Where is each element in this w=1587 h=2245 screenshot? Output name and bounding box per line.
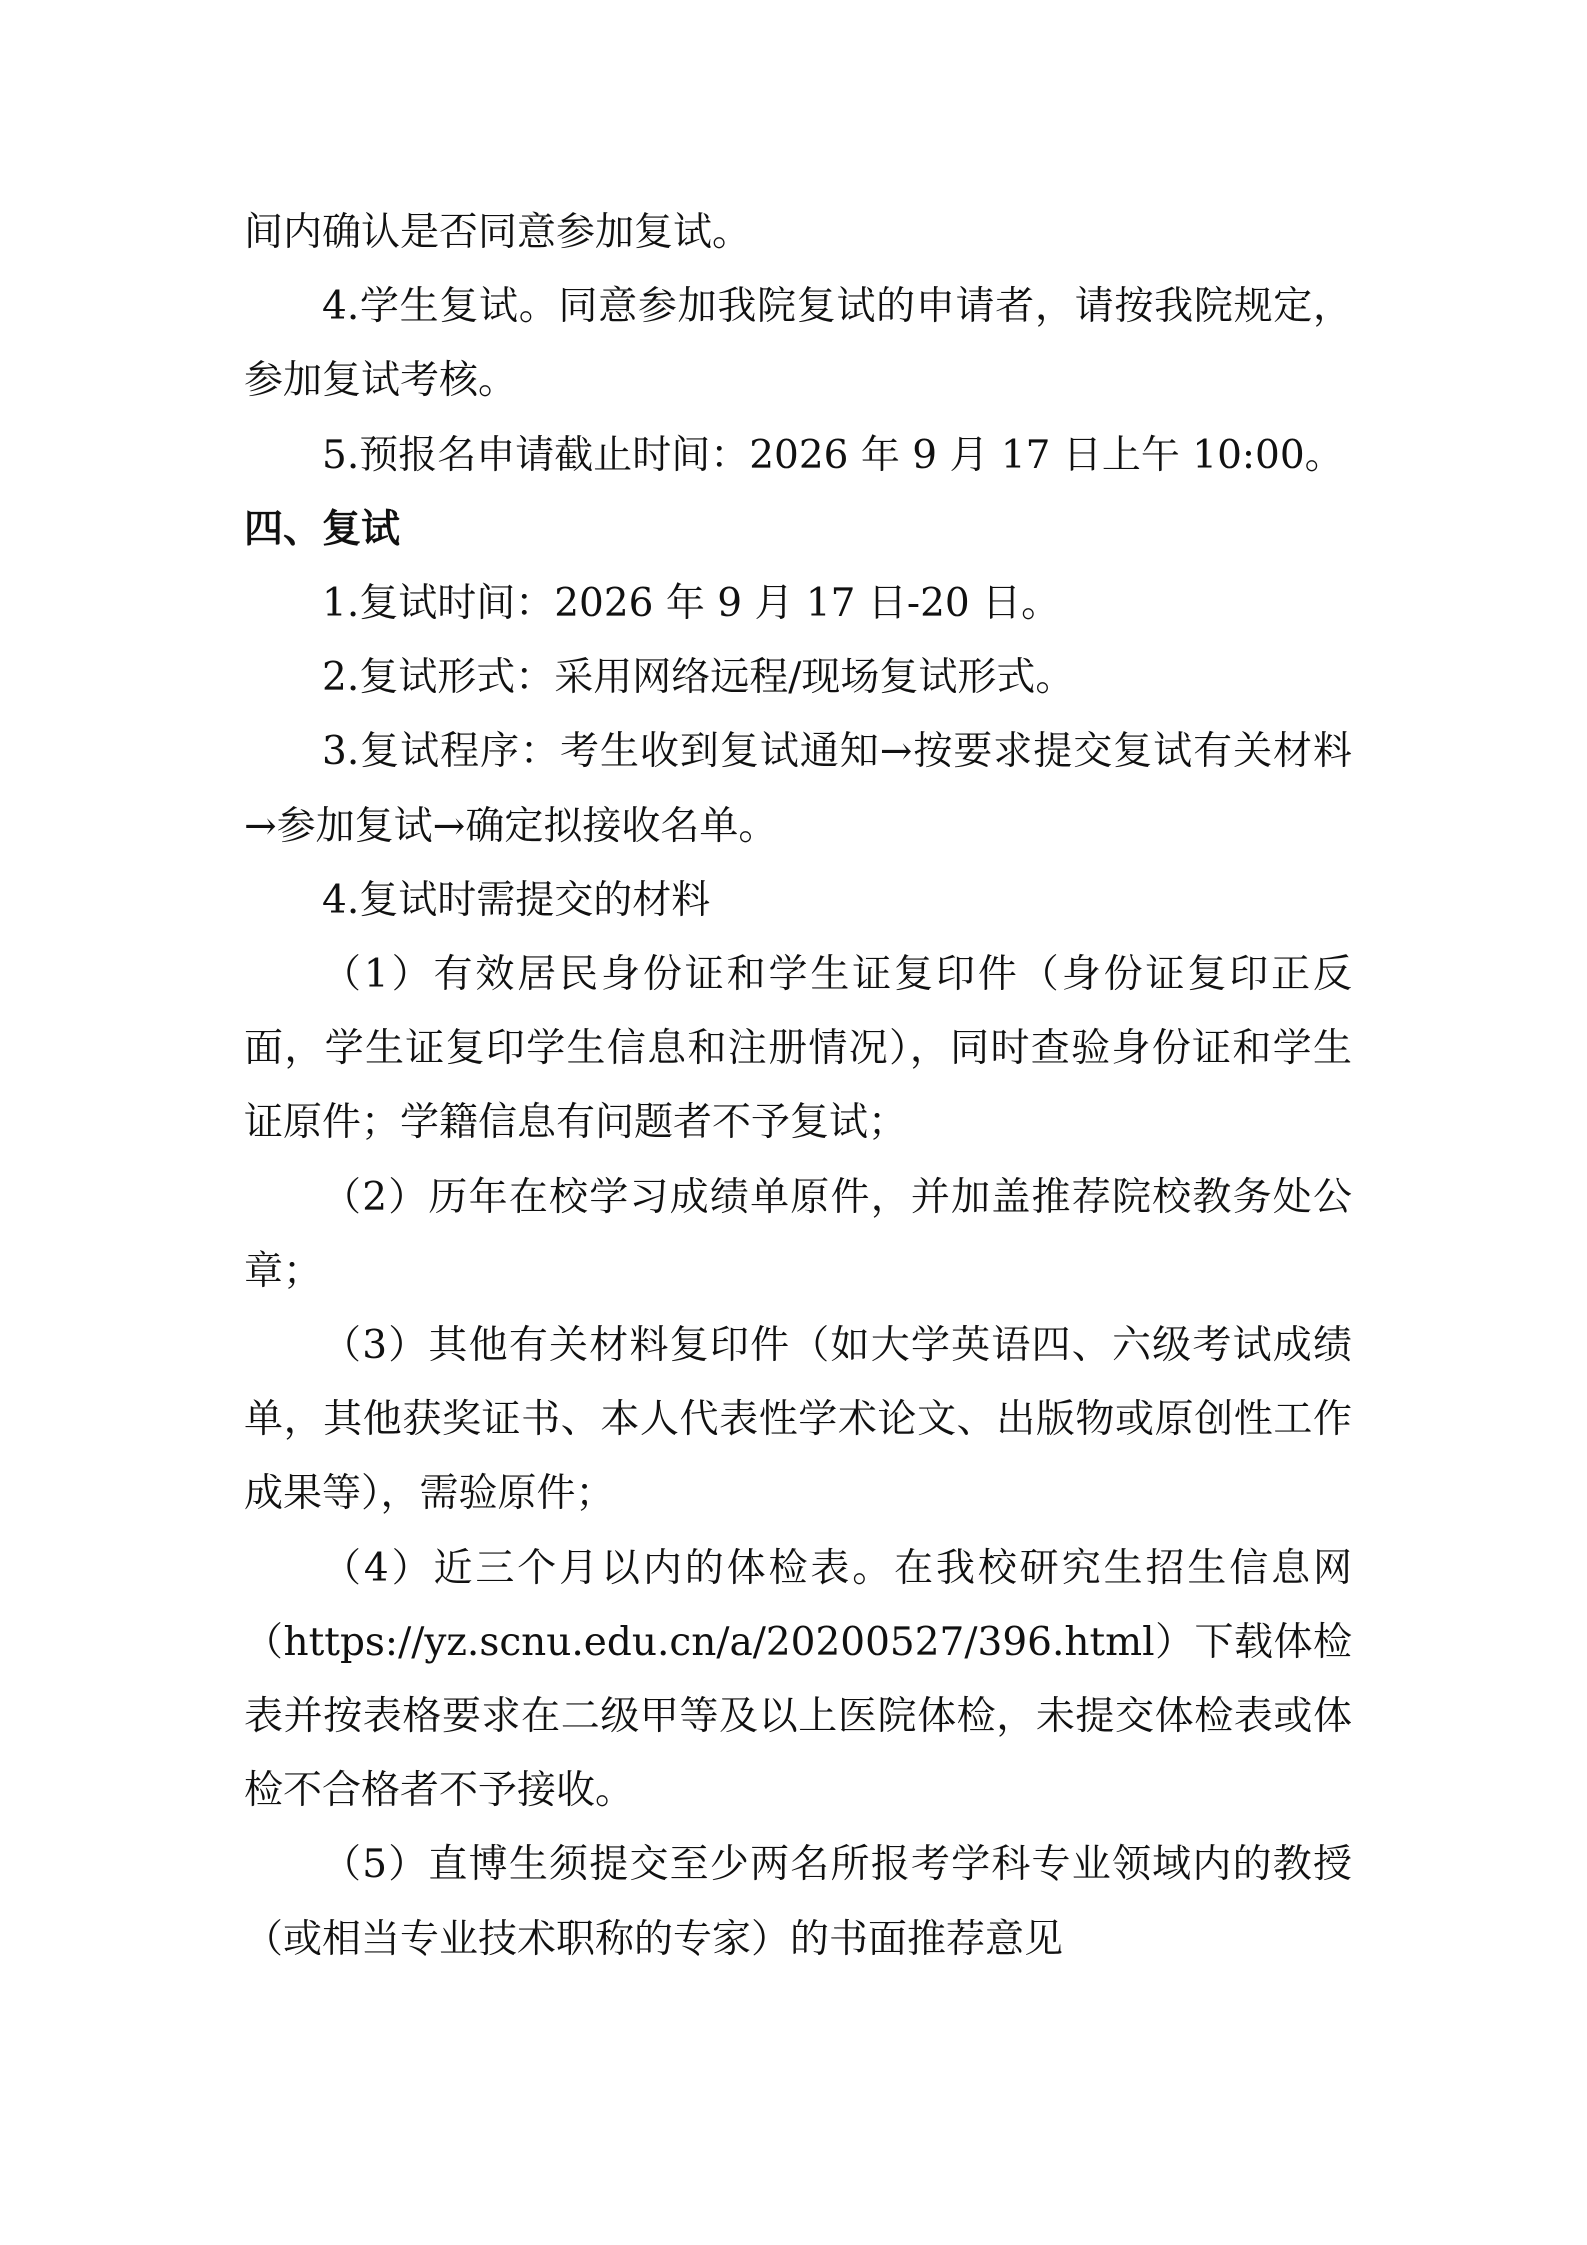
paragraph-retest-procedure: 3.复试程序：考生收到复试通知→按要求提交复试有关材料→参加复试→确定拟接收名单。 — [244, 729, 1352, 849]
paragraph-material-recommendation: （5）直博生须提交至少两名所报考学科专业领域内的教授（或相当专业技术职称的专家）的书面推荐意见 — [244, 1842, 1352, 1962]
paragraph-material-other-copies: （3）其他有关材料复印件（如大学英语四、六级考试成绩单，其他获奖证书、本人代表性学术论文、出版物或原创性工作成果等），需验原件； — [244, 1323, 1352, 1517]
paragraph-material-id-card: （1）有效居民身份证和学生证复印件（身份证复印正反面，学生证复印学生信息和注册情况），同时查验身份证和学生证原件；学籍信息有问题者不予复试； — [244, 952, 1352, 1146]
paragraph-continuation: 间内确认是否同意参加复试。 — [244, 210, 752, 255]
paragraph-required-materials: 4.复试时需提交的材料 — [322, 877, 711, 923]
paragraph-item-4-student-retest: 4.学生复试。同意参加我院复试的申请者，请按我院规定，参加复试考核。 — [244, 284, 1352, 404]
paragraph-material-medical-form: （4）近三个月以内的体检表。在我校研究生招生信息网（https://yz.scnu.edu.cn/a/20200527/396.html）下载体检表并按表格要求在二级甲等及以上医院体检，未提交体检表或体检不合格者不予接收。 — [244, 1545, 1352, 1814]
paragraph-retest-time: 1.复试时间：2026 年 9 月 17 日-20 日。 — [322, 581, 1061, 627]
paragraph-item-5-deadline: 5.预报名申请截止时间：2026 年 9 月 17 日上午 10:00。 — [322, 432, 1344, 478]
section-heading-retest: 四、复试 — [244, 506, 401, 552]
paragraph-material-transcript: （2）历年在校学习成绩单原件，并加盖推荐院校教务处公章； — [244, 1174, 1352, 1294]
paragraph-retest-format: 2.复试形式：采用网络远程/现场复试形式。 — [322, 655, 1075, 701]
document-body — [244, 196, 1352, 1977]
